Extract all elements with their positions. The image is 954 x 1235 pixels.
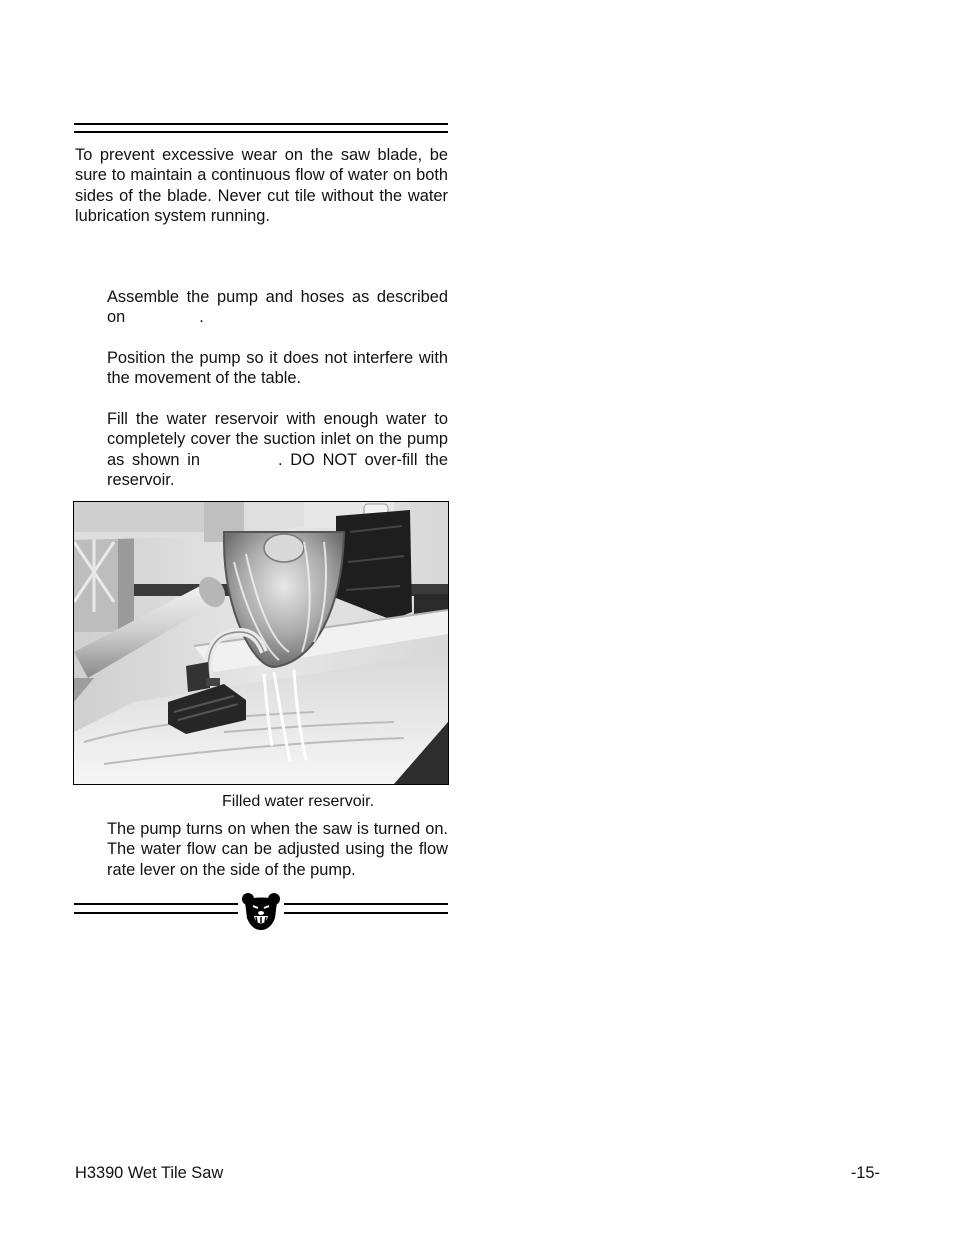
- header-rule-line-top: [74, 123, 448, 125]
- filled-reservoir-photo: [73, 501, 449, 785]
- section-end-rule: [74, 892, 448, 932]
- step-3-text: Fill the water reservoir with enough water to completely cover the suction inlet on the pump as shown in: [107, 410, 448, 469]
- end-rule-left-bottom: [74, 912, 238, 914]
- section-header-rule: [74, 123, 448, 135]
- end-rule-left-top: [74, 903, 238, 905]
- header-rule-line-bottom: [74, 131, 448, 133]
- intro-paragraph: To prevent excessive wear on the saw blade, be sure to maintain a continuous flow of water on both sides of the blade. Never cut tile without the water lubrication system running.: [75, 146, 448, 225]
- step-4-pump-operation: The pump turns on when the saw is turned on. The water flow can be adjusted using the flow rate lever on the side of the pump.: [107, 820, 448, 879]
- step-1-text-end: .: [199, 308, 204, 327]
- step-1-text: Assemble the pump and hoses as described on: [107, 288, 448, 327]
- reservoir-photo-illustration: [74, 502, 448, 784]
- footer-page-number: -15-: [850, 1164, 880, 1182]
- grizzly-bear-logo-icon: [241, 892, 281, 932]
- step-3-text-end: . DO NOT over-fill the reservoir.: [107, 450, 448, 489]
- step-2-position-pump: Position the pump so it does not interfere with the movement of the table.: [107, 349, 448, 388]
- step-1-assemble-pump: [107, 287, 448, 328]
- footer-manual-title: H3390 Wet Tile Saw: [75, 1164, 224, 1182]
- end-rule-right-bottom: [284, 912, 448, 914]
- end-rule-right-top: [284, 903, 448, 905]
- figure-caption: Filled water reservoir.: [222, 793, 375, 810]
- step-3-fill-reservoir: [107, 409, 448, 490]
